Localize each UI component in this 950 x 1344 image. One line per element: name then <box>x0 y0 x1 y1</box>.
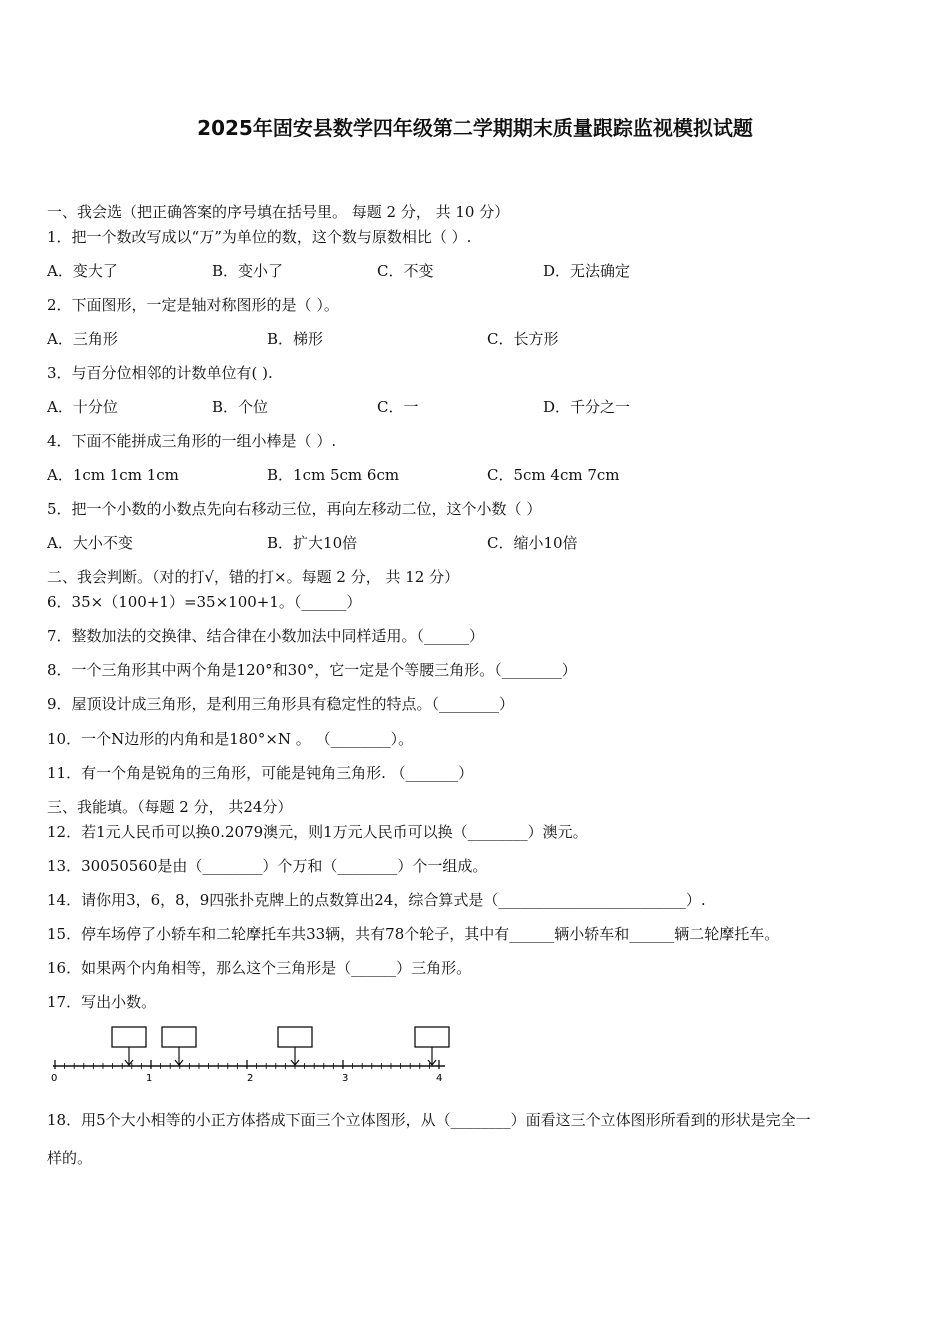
q4-option-c: C．5cm 4cm 7cm <box>487 466 620 484</box>
question-1: 1．把一个数改写成以“万”为单位的数，这个数与原数相比（ ）. <box>47 228 472 246</box>
answer-box-4 <box>415 1027 449 1065</box>
q3-option-b: B．个位 <box>212 398 269 416</box>
question-3: 3．与百分位相邻的计数单位有( ). <box>47 364 273 382</box>
question-2: 2．下面图形，一定是轴对称图形的是（ ）。 <box>47 296 339 314</box>
question-9: 9．屋顶设计成三角形，是利用三角形具有稳定性的特点。（________） <box>47 695 515 713</box>
q4-option-b: B．1cm 5cm 6cm <box>267 466 400 484</box>
q3-option-c: C．一 <box>377 398 419 416</box>
q1-option-d: D．无法确定 <box>543 262 631 280</box>
question-15: 15．停车场停了小轿车和二轮摩托车共33辆，共有78个轮子，其中有______辆小轿车和______辆二轮摩托车。 <box>47 925 780 943</box>
question-13: 13．30050560是由（________）个万和（________）个一组成。 <box>47 857 488 875</box>
answer-box-1 <box>112 1027 146 1065</box>
question-12: 12．若1元人民币可以换0.2079澳元，则1万元人民币可以换（________）澳元。 <box>47 823 588 841</box>
tick-label-2: 2 <box>247 1073 254 1084</box>
question-8: 8．一个三角形其中两个角是120°和30°，它一定是个等腰三角形。（________） <box>47 661 577 679</box>
tick-label-1: 1 <box>146 1073 153 1084</box>
question-18: 18．用5个大小相等的小正方体搭成下面三个立体图形，从（________）面看这三个立体图形所看到的形状是完全一 <box>47 1111 811 1129</box>
question-11: 11．有一个角是锐角的三角形，可能是钝角三角形. （_______） <box>47 764 474 782</box>
question-17: 17．写出小数。 <box>47 993 157 1011</box>
q2-option-a: A．三角形 <box>47 330 118 348</box>
answer-box-2 <box>162 1027 196 1065</box>
section2-heading: 二、我会判断。（对的打√，错的打×。每题 2 分， 共 12 分） <box>47 568 460 586</box>
page-title: 2025年固安县数学四年级第二学期期末质量跟踪监视模拟试题 <box>197 116 753 140</box>
q4-option-a: A．1cm 1cm 1cm <box>47 466 179 484</box>
tick-label-4: 4 <box>436 1073 443 1084</box>
number-line-figure <box>47 1020 457 1084</box>
question-14: 14．请你用3，6，8，9四张扑克牌上的点数算出24，综合算式是（_________________________）. <box>47 891 706 909</box>
q5-option-c: C．缩小10倍 <box>487 534 578 552</box>
question-4: 4．下面不能拼成三角形的一组小棒是（ ）. <box>47 432 337 450</box>
tick-label-0: 0 <box>51 1073 58 1084</box>
q3-option-a: A．十分位 <box>47 398 118 416</box>
section1-heading: 一、我会选（把正确答案的序号填在括号里。 每题 2 分， 共 10 分） <box>47 203 510 221</box>
q1-option-b: B．变小了 <box>212 262 284 280</box>
question-7: 7．整数加法的交换律、结合律在小数加法中同样适用。（______） <box>47 627 485 645</box>
q5-option-a: A．大小不变 <box>47 534 133 552</box>
q2-option-c: C．长方形 <box>487 330 559 348</box>
question-16: 16．如果两个内角相等，那么这个三角形是（______）三角形。 <box>47 959 472 977</box>
q5-option-b: B．扩大10倍 <box>267 534 358 552</box>
question-6: 6．35×（100+1）=35×100+1。（______） <box>47 593 362 611</box>
section3-heading: 三、我能填。（每题 2 分， 共24分） <box>47 798 293 816</box>
q1-option-c: C．不变 <box>377 262 434 280</box>
number-line-ticks <box>55 1060 439 1069</box>
q2-option-b: B．梯形 <box>267 330 324 348</box>
question-5: 5．把一个小数的小数点先向右移动三位，再向左移动二位，这个小数（ ） <box>47 500 542 518</box>
q3-option-d: D．千分之一 <box>543 398 631 416</box>
question-10: 10．一个N边形的内角和是180°×N 。 （________）。 <box>47 730 414 748</box>
q1-option-a: A．变大了 <box>47 262 118 280</box>
answer-box-3 <box>278 1027 312 1065</box>
tick-label-3: 3 <box>342 1073 349 1084</box>
question-18-continued: 样的。 <box>47 1149 93 1167</box>
